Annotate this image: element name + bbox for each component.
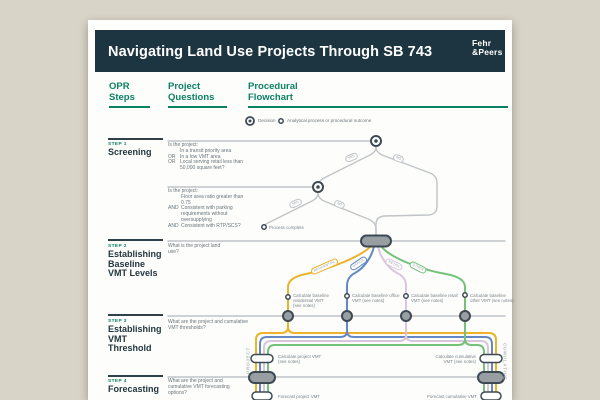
q1-no-label: NO (392, 153, 405, 163)
step4-label: STEP 4 (108, 379, 127, 384)
step3-label: STEP 3 (108, 319, 127, 324)
q1-yes-label: YES (344, 152, 358, 163)
question-2 (168, 189, 248, 230)
question-2-item: AND Consistent with RTP/SCS? (168, 222, 241, 229)
q2-yes-edge (264, 193, 318, 226)
calculate-project-pill (251, 355, 273, 363)
question-1-item: OR Local serving retail less than 50,000 square feet? (168, 159, 244, 172)
question-1 (168, 143, 246, 172)
column-header-opr-steps: OPR Steps (109, 81, 135, 103)
step4-rule (108, 375, 163, 377)
baseline-other-dot (463, 293, 467, 297)
forecast-project-label: Forecast project VMT (278, 393, 320, 399)
legend-analytical-label: Analytical process or procedural outcome (287, 118, 372, 123)
step2-label: STEP 2 (108, 244, 127, 249)
question-1-item: OR In a low VMT area (168, 153, 221, 160)
column-header-project-questions: Project Questions (168, 81, 215, 103)
forecast-cumulative-label: Forecast cumulative VMT (427, 393, 477, 399)
cumulative-forecast-junction-pill (478, 372, 504, 383)
threshold-node-office (342, 311, 352, 321)
cumulative-track-label: CUMULATIVE (501, 342, 507, 381)
baseline-office-label: Calculate baseline office VMT (see notes) (352, 293, 400, 303)
question-3: What is the project land use? (168, 243, 221, 255)
baseline-retail-dot (404, 294, 408, 298)
process-complete-dot (262, 225, 266, 229)
calculate-cumulative-label: Calculate cumulative VMT (see notes) (435, 354, 476, 364)
threshold-node-other (460, 311, 470, 321)
calculate-project-label: Calculate project VMT (see notes) (278, 354, 322, 364)
step3-title: Establishing VMT Threshold (108, 324, 162, 353)
q2-no-edge (318, 193, 376, 236)
step1-label: STEP 1 (108, 142, 127, 147)
process-complete-label: Process complete (269, 224, 304, 230)
q1-yes-edge (318, 147, 376, 186)
q1-no-edge (376, 147, 437, 236)
baseline-retail-label: Calculate baseline retail VMT (see notes) (411, 293, 458, 303)
page-title: Navigating Land Use Projects Through SB 743 (108, 44, 433, 60)
branch-label-other: OTHER (408, 260, 427, 274)
forecast-cumulative-pill (481, 392, 501, 400)
step1-title: Screening (108, 147, 152, 157)
step2-title: Establishing Baseline VMT Levels (108, 249, 162, 278)
legend-decision-label: Decision (258, 118, 276, 123)
question-2-item: Floor area ratio greater than 0.75 (181, 193, 244, 206)
step2-rule (108, 239, 163, 241)
q2-no-label: NO (333, 199, 346, 209)
landuse-pill-node (361, 236, 391, 247)
threshold-node-residential (283, 311, 293, 321)
logo-line-1: Fehr (472, 38, 492, 48)
threshold-node-retail (401, 311, 411, 321)
step3-rule (108, 314, 163, 316)
project-forecast-junction-pill (249, 372, 275, 383)
question-2-item: AND Consistent with parking requirements without oversupplying (168, 205, 233, 223)
column-header-procedural-flowchart: Procedural Flowchart (248, 81, 298, 103)
question-5: What are the project and cumulative VMT forecasting options? (168, 378, 230, 396)
question-1-item: In a transit priority area (180, 147, 232, 154)
project-track-label: PROJECT (246, 347, 252, 374)
baseline-residential-dot (286, 295, 290, 299)
calculate-cumulative-pill (480, 355, 502, 363)
logo-line-2: &Peers (472, 47, 503, 57)
branch-label-retail: RETAIL (384, 257, 403, 271)
baseline-residential-label: Calculate baseline residential VMT (see notes) (293, 293, 329, 308)
question-2-intro: Is the project: (168, 188, 199, 194)
forecast-project-pill (252, 392, 272, 400)
legend-analytical-icon (279, 119, 283, 123)
question-4: What are the project and cumulative VMT thresholds? (168, 319, 249, 331)
q2-yes-label: YES (288, 198, 302, 209)
legend-icons (246, 117, 283, 125)
baseline-other-label: Calculate baseline other VMT (see notes) (470, 293, 514, 303)
branch-label-residential: RESIDENTIAL (310, 257, 339, 275)
step1-rule (108, 138, 163, 140)
question-1-intro: Is the project: (168, 142, 199, 148)
branch-label-office: OFFICE (349, 255, 368, 271)
baseline-office-dot (345, 294, 349, 298)
step4-title: Forecasting (108, 384, 160, 394)
